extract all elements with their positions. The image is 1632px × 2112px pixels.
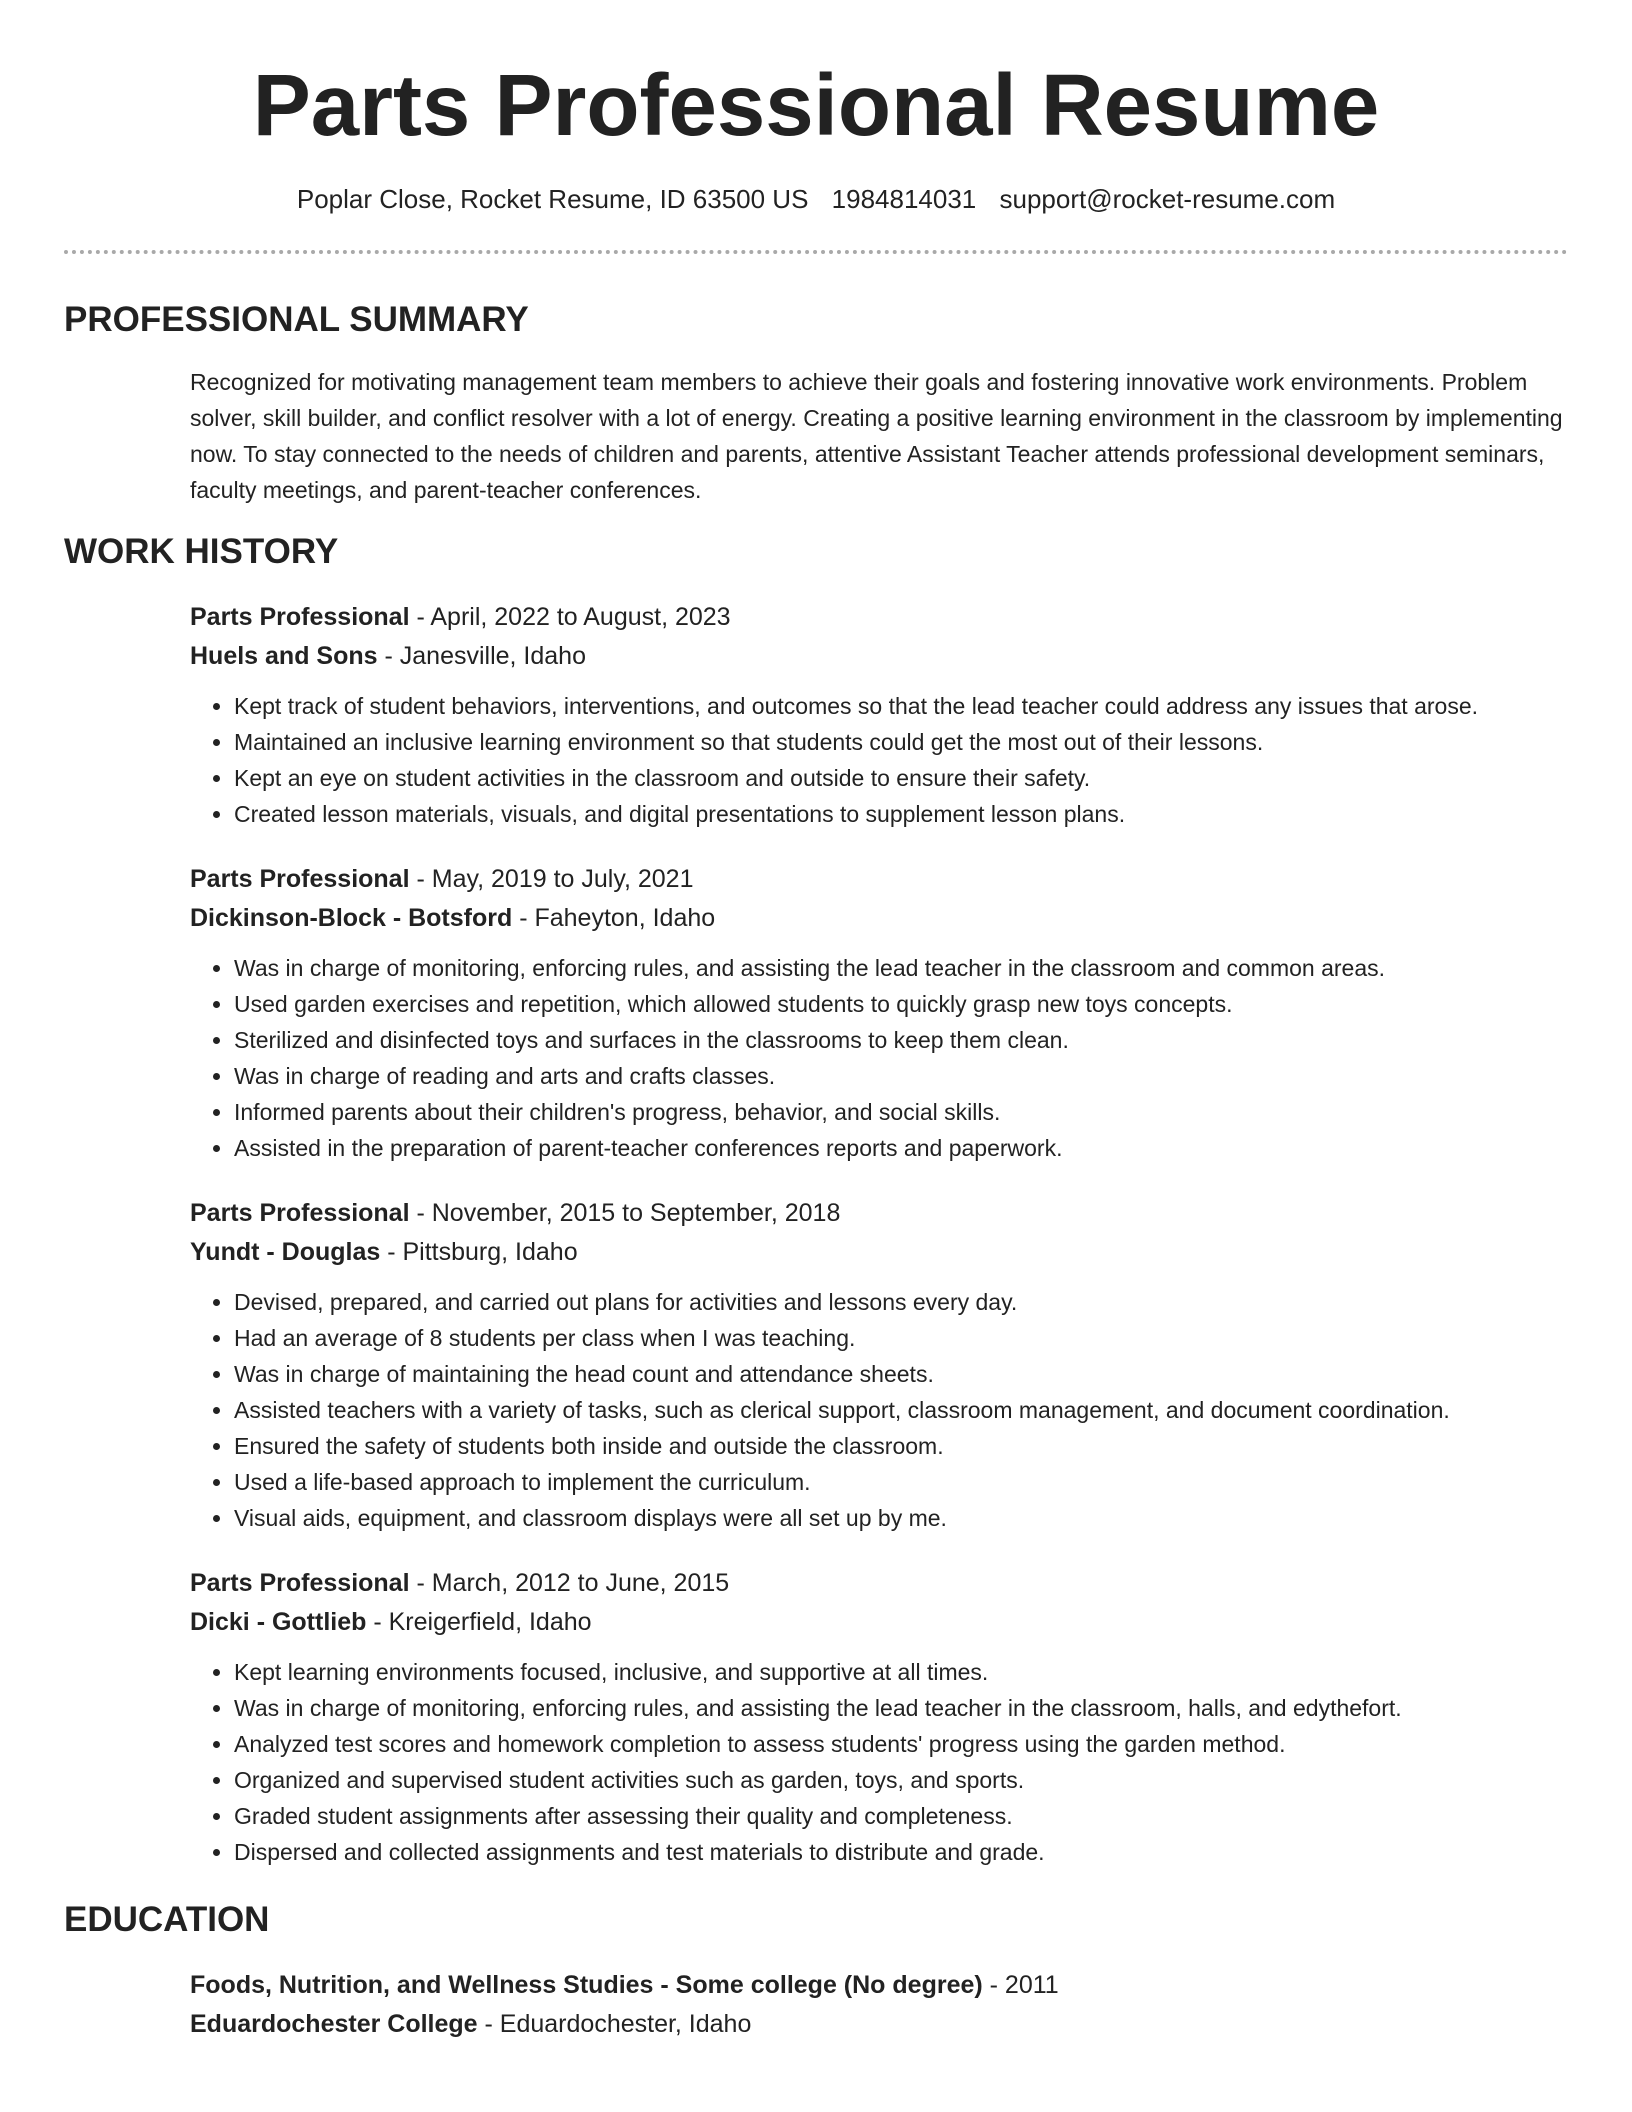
job-bullets <box>190 1284 1568 1536</box>
job-bullet: • Kept track of student behaviors, interventions, and outcomes so that the lead teacher could address any issues that arose. <box>234 688 1568 724</box>
job-dates: - March, 2012 to June, 2015 <box>409 1569 730 1597</box>
job-title: Parts Professional <box>190 1569 410 1597</box>
section-title-summary: PROFESSIONAL SUMMARY <box>64 300 529 339</box>
job-company-line <box>190 1233 1568 1272</box>
job-company: Huels and Sons <box>190 642 378 670</box>
job-company-line <box>190 1603 1568 1642</box>
job-bullet: • Was in charge of reading and arts and crafts classes. <box>234 1058 1568 1094</box>
job-bullet: • Had an average of 8 students per class when I was teaching. <box>234 1320 1568 1356</box>
job-bullet: • Analyzed test scores and homework completion to assess students' progress using the garden method. <box>234 1726 1568 1762</box>
job-bullets <box>190 688 1568 832</box>
job-location: - Pittsburg, Idaho <box>380 1238 578 1266</box>
job-company: Dickinson-Block - Botsford <box>190 904 513 932</box>
job-location: - Faheyton, Idaho <box>512 904 716 932</box>
job-title-line <box>190 1194 1568 1233</box>
job-bullet: • Was in charge of monitoring, enforcing rules, and assisting the lead teacher in the classroom and common areas. <box>234 950 1568 986</box>
job-bullet: • Used a life-based approach to implement the curriculum. <box>234 1464 1568 1500</box>
job-bullet: • Assisted teachers with a variety of tasks, such as clerical support, classroom management, and document coordination. <box>234 1392 1568 1428</box>
job-bullet: • Used garden exercises and repetition, which allowed students to quickly grasp new toys concepts. <box>234 986 1568 1022</box>
job-dates: - November, 2015 to September, 2018 <box>409 1199 841 1227</box>
job-company-line <box>190 899 1568 938</box>
job-bullet: • Organized and supervised student activities such as garden, toys, and sports. <box>234 1762 1568 1798</box>
resume-title: Parts Professional Resume <box>252 57 1380 154</box>
job-entry <box>190 1564 1568 1870</box>
section-title-work-history: WORK HISTORY <box>64 532 339 571</box>
job-title: Parts Professional <box>190 865 410 893</box>
education-degree: Foods, Nutrition, and Wellness Studies - Some college (No degree) <box>190 1971 983 1999</box>
job-bullet: • Devised, prepared, and carried out plans for activities and lessons every day. <box>234 1284 1568 1320</box>
job-entry <box>190 860 1568 1166</box>
job-location: - Kreigerfield, Idaho <box>366 1608 592 1636</box>
job-bullets <box>190 950 1568 1166</box>
contact-address: Poplar Close, Rocket Resume, ID 63500 US <box>296 184 809 214</box>
section-title-education: EDUCATION <box>64 1900 270 1939</box>
job-title: Parts Professional <box>190 603 410 631</box>
job-bullet: • Ensured the safety of students both inside and outside the classroom. <box>234 1428 1568 1464</box>
job-bullet: • Kept an eye on student activities in the classroom and outside to ensure their safety. <box>234 760 1568 796</box>
education-degree-line <box>190 1966 1568 2005</box>
job-bullet: • Was in charge of monitoring, enforcing rules, and assisting the lead teacher in the classroom, halls, and edythefort. <box>234 1690 1568 1726</box>
job-bullet: • Was in charge of maintaining the head count and attendance sheets. <box>234 1356 1568 1392</box>
job-bullet: • Maintained an inclusive learning environment so that students could get the most out of their lessons. <box>234 724 1568 760</box>
contact-line <box>64 182 1568 216</box>
job-dates: - April, 2022 to August, 2023 <box>409 603 731 631</box>
summary-text: Recognized for motivating management team members to achieve their goals and fostering innovative work environments. Problem solver, skill builder, and conflict resolver with a lot of energy. Creating a positive learning environment in the classroom by implementing now. To stay connected to the needs of children and parents, attentive Assistant Teacher attends professional development seminars, faculty meetings, and parent-teacher conferences. <box>190 369 1563 503</box>
job-company: Dicki - Gottlieb <box>190 1608 367 1636</box>
job-entry <box>190 1194 1568 1536</box>
job-dates: - May, 2019 to July, 2021 <box>409 865 694 893</box>
job-title: Parts Professional <box>190 1199 410 1227</box>
education-year: - 2011 <box>982 1971 1059 1999</box>
education-entry <box>190 1966 1568 2044</box>
job-entry <box>190 598 1568 832</box>
job-company: Yundt - Douglas <box>190 1238 381 1266</box>
education-school: Eduardochester College <box>190 2010 478 2038</box>
job-bullet: • Visual aids, equipment, and classroom displays were all set up by me. <box>234 1500 1568 1536</box>
job-company-line <box>190 637 1568 676</box>
header-divider <box>64 250 1568 254</box>
job-title-line <box>190 598 1568 637</box>
job-bullet: • Sterilized and disinfected toys and surfaces in the classrooms to keep them clean. <box>234 1022 1568 1058</box>
job-bullet: • Informed parents about their children's progress, behavior, and social skills. <box>234 1094 1568 1130</box>
job-bullet: • Dispersed and collected assignments and test materials to distribute and grade. <box>234 1834 1568 1870</box>
education-location: - Eduardochester, Idaho <box>477 2010 752 2038</box>
job-bullet: • Graded student assignments after assessing their quality and completeness. <box>234 1798 1568 1834</box>
job-bullet: • Assisted in the preparation of parent-teacher conferences reports and paperwork. <box>234 1130 1568 1166</box>
job-bullet: • Kept learning environments focused, inclusive, and supportive at all times. <box>234 1654 1568 1690</box>
contact-phone: 1984814031 <box>831 184 977 214</box>
job-title-line <box>190 860 1568 899</box>
job-location: - Janesville, Idaho <box>377 642 586 670</box>
job-bullets <box>190 1654 1568 1870</box>
education-school-line <box>190 2005 1568 2044</box>
job-title-line <box>190 1564 1568 1603</box>
job-bullet: • Created lesson materials, visuals, and digital presentations to supplement lesson plans. <box>234 796 1568 832</box>
contact-email: support@rocket-resume.com <box>999 184 1336 214</box>
